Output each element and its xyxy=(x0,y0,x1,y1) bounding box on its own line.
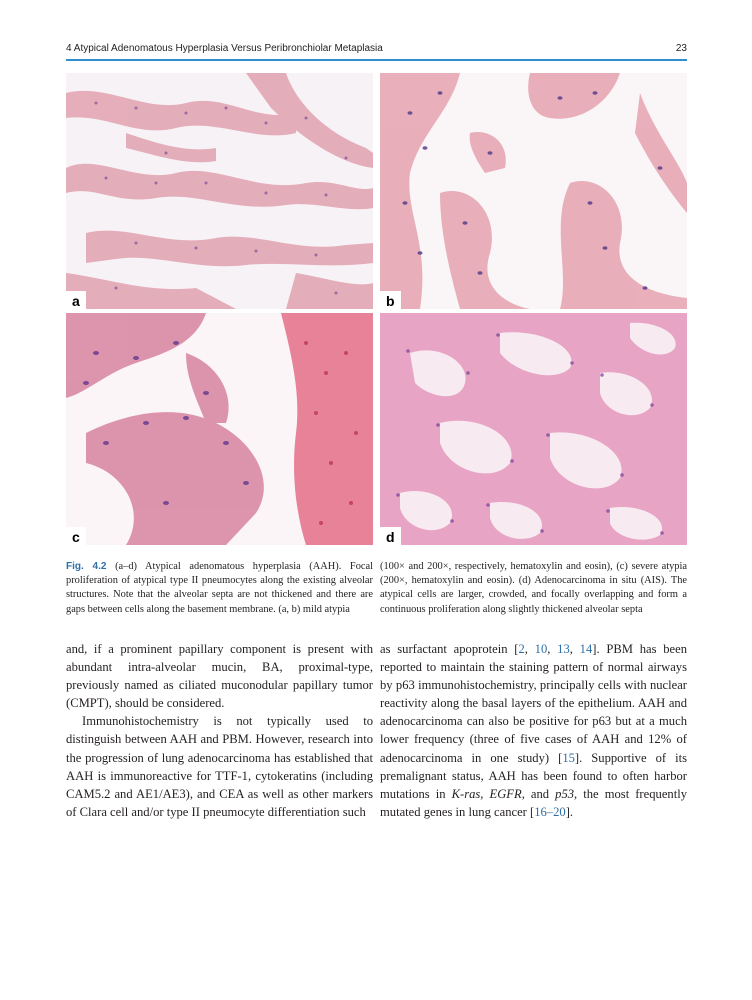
header-rule xyxy=(66,59,687,61)
text-run: , the most frequently mutated genes in lung cancer [ xyxy=(380,786,687,819)
paragraph: and, if a prominent papillary component is present with abundant intra-alveolar mucin, BA, proximal-type, previously named as ciliated muconodular papillary tumor (CMPT), should be considered. xyxy=(66,642,373,711)
caption-text-left: (a–d) Atypical adenomatous hyperplasia (AAH). Focal proliferation of atypical type II pneumocytes along the existing alveolar structures. Note that the alveolar septa are not thickened and there are gaps between cells along the basement membrane. (a, b) mild atypia xyxy=(66,561,374,615)
body-column-right xyxy=(380,640,687,821)
figure-caption-right xyxy=(380,560,687,617)
text-run: as surfactant apoprotein [ xyxy=(380,642,519,656)
gene-name: EGFR xyxy=(489,786,522,801)
micrograph-b-image xyxy=(380,73,687,309)
panel-label-d: d xyxy=(380,527,401,545)
figure-panel-a xyxy=(66,73,373,309)
panel-label-b: b xyxy=(380,291,401,309)
citation-link[interactable]: 16–20 xyxy=(534,804,566,819)
figure-panel-d xyxy=(380,313,687,545)
micrograph-c-image xyxy=(66,313,373,545)
panel-label-c: c xyxy=(66,527,86,545)
text-run: , and xyxy=(521,786,556,801)
figure-caption-left xyxy=(66,560,373,617)
body-column-left xyxy=(66,640,373,821)
chapter-title: 4 Atypical Adenomatous Hyperplasia Versus Peribronchiolar Metaplasia xyxy=(66,43,383,54)
gene-name: p53 xyxy=(555,786,575,801)
figure-panel-b xyxy=(380,73,687,309)
text-run: ]. Supportive of its premalignant status, AAH has been found to often harbor mutations in xyxy=(380,750,688,801)
citation-link[interactable]: 13 xyxy=(557,642,570,656)
text-run: ]. PBM has been reported to maintain the staining pattern of normal airways by p63 immunohistochemistry, principally cells with nuclear reactivity along the basal layers of the epithelium. AAH and adenocarcinoma can also be positive for p63 but at a much lower frequency (three of five cases of AAH and 12% of adenocarcinoma in one study) [ xyxy=(380,642,688,765)
page-number: 23 xyxy=(675,43,687,54)
citation-link[interactable]: 2 xyxy=(518,642,525,656)
caption-text-right: (100× and 200×, respectively, hematoxylin and eosin), (c) severe atypia (200×, hematoxylin and eosin). (d) Adenocarcinoma in situ (AIS). The atypical cells are larger, crowded, and focally overlapping and form a continuous proliferation along slightly thickened alveolar septa xyxy=(380,561,687,615)
figure-panel-c xyxy=(66,313,373,545)
citation-link[interactable]: 10 xyxy=(534,642,548,656)
figure-number: Fig. 4.2 xyxy=(66,561,107,572)
paragraph: as surfactant apoprotein [2, 10, 13, 14]. PBM has been reported to maintain the staining pattern of normal airways by p63 immunohistochemistry, principally cells with nuclear reactivity along the basal layers of the epithelium. AAH and adenocarcinoma can also be positive for p63 but at a much lower frequency (three of five cases of AAH and 12% of adenocarcinoma in one study) [15]. Supportive of its premalignant status, AAH has been found to often harbor mutations in K-ras, EGFR, and p53, the most frequently mutated genes in lung cancer [16–20]. xyxy=(380,642,688,819)
panel-label-a: a xyxy=(66,291,86,309)
gene-name: K-ras xyxy=(451,786,481,801)
paragraph: Immunohistochemistry is not typically used to distinguish between AAH and PBM. However, research into the progression of lung adenocarcinoma has established that AAH is immunoreactive for TTF-1, cytokeratins (including CAM5.2 and AE1/AE3), and CEA as well as other markers of Clara cell and/or type II pneumocyte differentiation such xyxy=(66,714,373,819)
running-header xyxy=(66,39,687,59)
citation-link[interactable]: 15 xyxy=(562,750,575,765)
text-run: ]. xyxy=(565,804,574,819)
micrograph-a-image xyxy=(66,73,373,309)
citation-link[interactable]: 14 xyxy=(579,642,593,656)
micrograph-d-image xyxy=(380,313,687,545)
